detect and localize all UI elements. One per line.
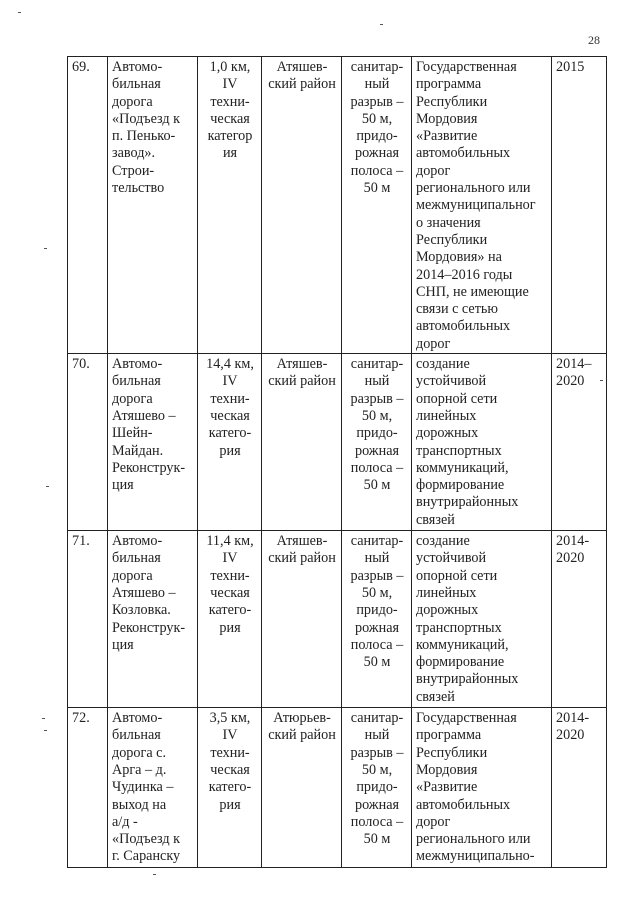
basis: Государственная программа Республики Мордовия «Развитие автомобильных дорог регионального или межмуниципально- <box>412 708 552 868</box>
basis: Государственная программа Республики Мордовия «Развитие автомобильных дорог регионального или межмуниципальног о значения Республики Мордовия» на 2014–2016 годы СНП, не имеющие связи с сетью автомобильных дорог <box>412 57 552 354</box>
period: 2014- 2020 <box>552 708 607 868</box>
row-number: 72. <box>68 708 108 868</box>
basis: создание устойчивой опорной сети линейных дорожных транспортных коммуникаций, формирование внутрирайонных связей <box>412 354 552 531</box>
road-length-category: 3,5 км, IV техни- ческая катего- рия <box>198 708 262 868</box>
row-number: 69. <box>68 57 108 354</box>
district: Атяшев- ский район <box>262 57 342 354</box>
road-name: Автомо- бильная дорога Атяшево – Шейн- Майдан. Реконструк- ция <box>108 354 198 531</box>
period: 2014- 2020 <box>552 531 607 708</box>
page-number: 28 <box>588 33 600 47</box>
table-row <box>68 708 607 868</box>
table-row <box>68 57 607 354</box>
table-row <box>68 354 607 531</box>
protection-zone: санитар- ный разрыв – 50 м, придо- рожная полоса – 50 м <box>342 708 412 868</box>
protection-zone: санитар- ный разрыв – 50 м, придо- рожная полоса – 50 м <box>342 354 412 531</box>
protection-zone: санитар- ный разрыв – 50 м, придо- рожная полоса – 50 м <box>342 531 412 708</box>
row-number: 71. <box>68 531 108 708</box>
period: 2014– 2020 <box>552 354 607 531</box>
road-name: Автомо- бильная дорога Атяшево – Козловка. Реконструк- ция <box>108 531 198 708</box>
district: Атюрьев- ский район <box>262 708 342 868</box>
road-name: Автомо- бильная дорога с. Арга – д. Чудинка – выход на а/д - «Подъезд к г. Саранску <box>108 708 198 868</box>
road-projects-table <box>67 56 607 868</box>
road-name: Автомо- бильная дорога «Подъезд к п. Пенько- завод». Строи- тельство <box>108 57 198 354</box>
row-number: 70. <box>68 354 108 531</box>
road-length-category: 14,4 км, IV техни- ческая катего- рия <box>198 354 262 531</box>
basis: создание устойчивой опорной сети линейных дорожных транспортных коммуникаций, формирование внутрирайонных связей <box>412 531 552 708</box>
period: 2015 <box>552 57 607 354</box>
road-length-category: 11,4 км, IV техни- ческая катего- рия <box>198 531 262 708</box>
district: Атяшев- ский район <box>262 531 342 708</box>
table-row <box>68 531 607 708</box>
road-length-category: 1,0 км, IV техни- ческая категор ия <box>198 57 262 354</box>
protection-zone: санитар- ный разрыв – 50 м, придо- рожная полоса – 50 м <box>342 57 412 354</box>
district: Атяшев- ский район <box>262 354 342 531</box>
